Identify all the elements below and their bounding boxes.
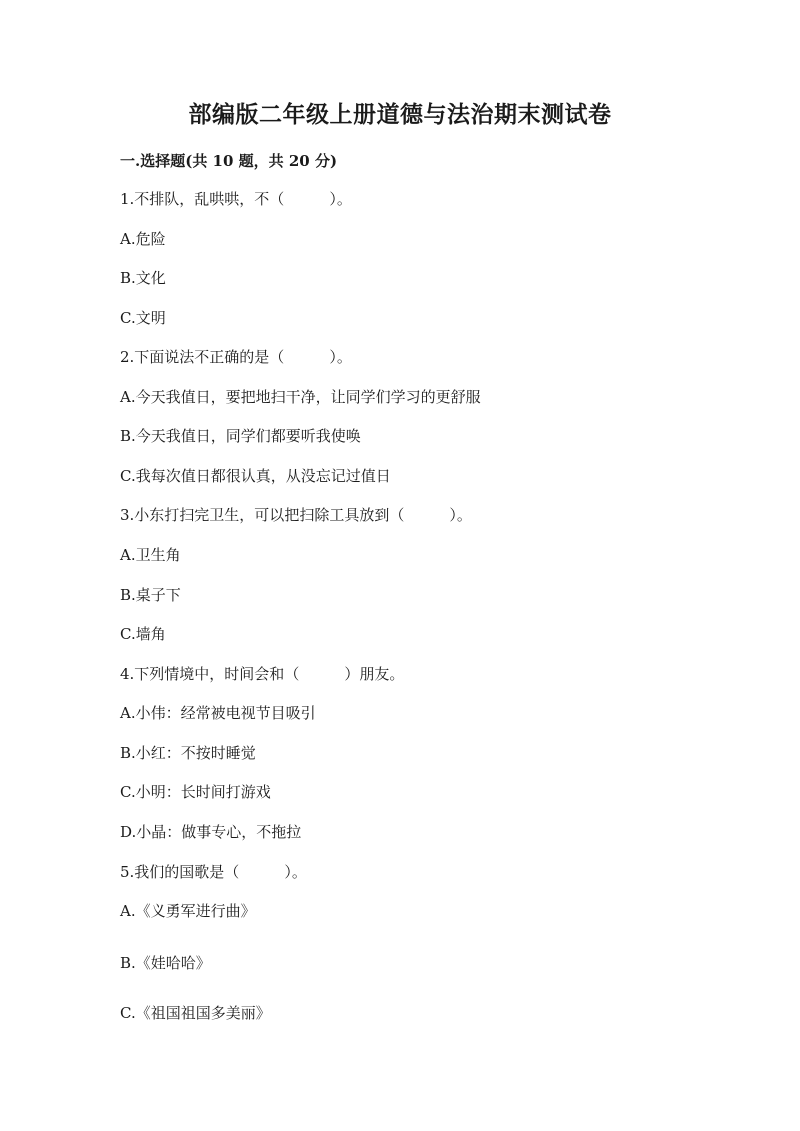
question-5-option-b: B.《娃哈哈》	[120, 954, 211, 972]
question-3-stem: 3.小东打扫完卫生，可以把扫除工具放到（ ）。	[120, 506, 472, 524]
question-1-option-c: C.文明	[120, 309, 166, 327]
question-5-stem: 5.我们的国歌是（ ）。	[120, 863, 307, 881]
question-2-option-c: C.我每次值日都很认真，从没忘记过值日	[120, 467, 391, 485]
question-4-option-c: C.小明：长时间打游戏	[120, 783, 271, 801]
page-title: 部编版二年级上册道德与法治期末测试卷	[188, 101, 612, 128]
question-5-option-c: C.《祖国祖国多美丽》	[120, 1004, 271, 1022]
question-3-option-b: B.桌子下	[120, 586, 181, 604]
question-3-option-a: A.卫生角	[120, 546, 181, 564]
section-heading: 一.选择题(共 10 题，共 20 分)	[120, 152, 338, 170]
question-2-stem: 2.下面说法不正确的是（ ）。	[120, 348, 352, 366]
question-2-option-a: A.今天我值日，要把地扫干净，让同学们学习的更舒服	[120, 388, 481, 406]
question-2-option-b: B.今天我值日，同学们都要听我使唤	[120, 427, 361, 445]
question-4-option-a: A.小伟：经常被电视节目吸引	[120, 704, 316, 722]
question-1-stem: 1.不排队，乱哄哄，不（ ）。	[120, 190, 352, 208]
question-4-option-d: D.小晶：做事专心，不拖拉	[120, 823, 302, 841]
question-4-stem: 4.下列情境中，时间会和（ ）朋友。	[120, 665, 405, 683]
question-3-option-c: C.墙角	[120, 625, 166, 643]
question-5-option-a: A.《义勇军进行曲》	[120, 902, 256, 920]
question-1-option-a: A.危险	[120, 230, 166, 248]
question-4-option-b: B.小红：不按时睡觉	[120, 744, 256, 762]
question-1-option-b: B.文化	[120, 269, 166, 287]
